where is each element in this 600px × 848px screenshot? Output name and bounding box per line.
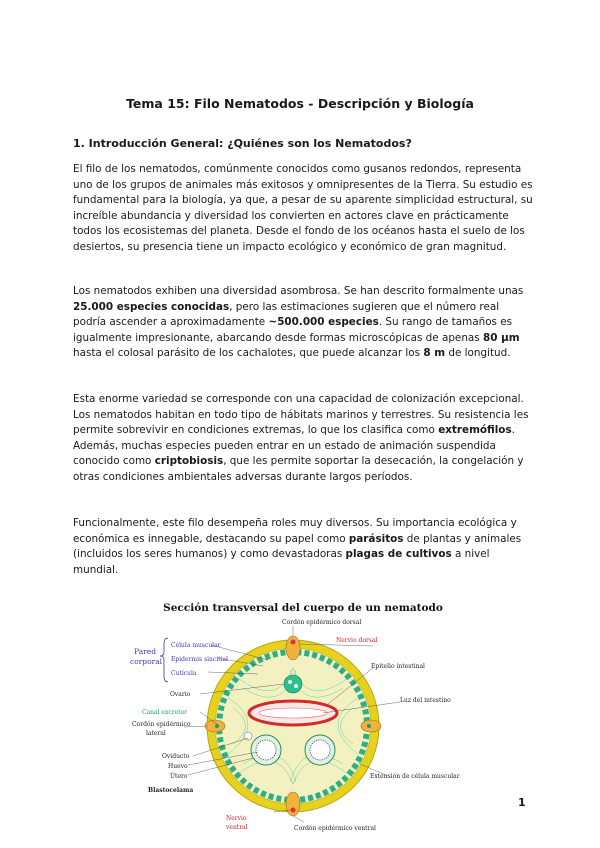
ventral-nerve	[291, 808, 296, 813]
bold-max-size: 8 m	[423, 347, 446, 360]
bold-cryptobiosis: criptobiosis	[154, 455, 224, 468]
label-cordon-ventral: Cordón epidérmico ventral	[294, 825, 376, 832]
label-cordon-dorsal: Cordón epidérmico dorsal	[282, 619, 362, 626]
label-pared: Pared	[134, 647, 157, 656]
label-huevo: Huevo	[168, 763, 188, 770]
text-run: . Su rango de tamaños es igualmente impresionante, abarcando desde formas microscópicas de apenas	[73, 316, 513, 344]
excretory-canal-left	[215, 724, 219, 728]
bold-species-known: 25.000 especies conocidas	[73, 300, 230, 313]
label-cuticula: Cutícula	[171, 670, 197, 677]
paragraph-intro: El filo de los nematodos, comúnmente conocidos como gusanos redondos, representa uno de los grupos de animales más exitosos y omnipresentes de la Tierra. Su estudio es fundamental para la biología, ya que, a pesar de su aparente simplicidad estructural, su increíble abundancia y diversidad los convierten en actores clave en prácticamente todos los ecosistemas del planeta. Desde el fondo de los océanos hasta el suelo de los desiertos, su presencia tiene un impacto ecológico y económico de gran magnitud.	[73, 163, 533, 253]
page-number: 1	[518, 796, 526, 809]
label-nervio-ventral-2: ventral	[226, 824, 248, 831]
bold-species-estimate: ~500.000 especies	[268, 316, 379, 329]
ovary	[284, 675, 302, 693]
nematode-cross-section-figure	[118, 598, 488, 838]
label-epitelio-intestinal: Epitelio intestinal	[371, 663, 425, 670]
label-nervio-dorsal: Nervio dorsal	[336, 637, 378, 644]
egg-right	[310, 740, 330, 760]
ovary-detail	[288, 680, 292, 684]
label-blastocelama: Blastocelama	[148, 787, 194, 794]
label-ovario: Ovario	[170, 691, 191, 698]
section-heading: 1. Introducción General: ¿Quiénes son los Nematodos?	[73, 137, 412, 150]
label-cordon-lateral: Cordón epidérmico	[132, 721, 191, 728]
text-run: de plantas y animales (incluidos los seres humanos) y como devastadoras	[73, 532, 522, 561]
page-title: Tema 15: Filo Nematodos - Descripción y Biología	[126, 96, 474, 111]
label-corporal: corporal	[130, 657, 163, 666]
text-run: . Además, muchas especies pueden entrar en un estado de animación suspendida conocido como	[73, 424, 515, 468]
text-run: Funcionalmente, este filo desempeña roles muy diversos. Su importancia ecológica y económica es innegable, destacando su papel como	[73, 517, 517, 545]
bold-crop-pests: plagas de cultivos	[345, 548, 452, 561]
paragraph-diversity	[73, 284, 533, 362]
intestine-lumen	[259, 708, 327, 718]
bold-min-size: 80 µm	[483, 331, 520, 344]
ovary-detail	[294, 684, 298, 688]
label-nervio-ventral: Nervio	[226, 815, 247, 822]
excretory-canal-right	[367, 724, 371, 728]
bold-extremophiles: extremófilos	[438, 424, 512, 437]
label-canal-excretor: Canal excretor	[142, 709, 188, 716]
label-epidermis: Epidermis sincitial	[171, 656, 228, 663]
label-cordon-lateral-2: lateral	[146, 730, 166, 737]
text-run: hasta el colosal parásito de los cachalotes, que puede alcanzar los	[73, 347, 424, 360]
label-utero: Útero	[170, 773, 188, 780]
text-run: , pero las estimaciones sugieren que el número real podría ascender a aproximadamente	[73, 300, 500, 329]
text-run: Esta enorme variedad se corresponde con una capacidad de colonización excepcional. Los nematodos habitan en todo tipo de hábitats marinos y terrestres. Su resistencia les permite sobrevivir en condiciones extremas, lo que los clasifica como	[73, 393, 529, 437]
paragraph-colonization	[73, 392, 533, 486]
label-luz-intestino: Luz del intestino	[400, 697, 451, 704]
dorsal-nerve	[291, 640, 296, 645]
text-run: , que les permite soportar la desecación, la congelación y otras condiciones ambientales adversas durante largos períodos.	[73, 455, 524, 483]
egg-left	[256, 740, 276, 760]
figure-title: Sección transversal del cuerpo de un nematodo	[163, 602, 443, 614]
label-celula-muscular: Célula muscular	[171, 642, 221, 649]
label-oviducto: Oviducto	[162, 753, 190, 760]
text-run: a nivel mundial.	[73, 548, 490, 576]
bold-parasites: parásitos	[348, 532, 404, 545]
figure-svg	[118, 598, 488, 838]
text-run: de longitud.	[445, 347, 511, 360]
label-extension-celula: Extensión de célula muscular	[370, 773, 460, 780]
text-run: Los nematodos exhiben una diversidad asombrosa. Se han descrito formalmente unas	[73, 285, 524, 297]
paragraph-function	[73, 516, 533, 578]
